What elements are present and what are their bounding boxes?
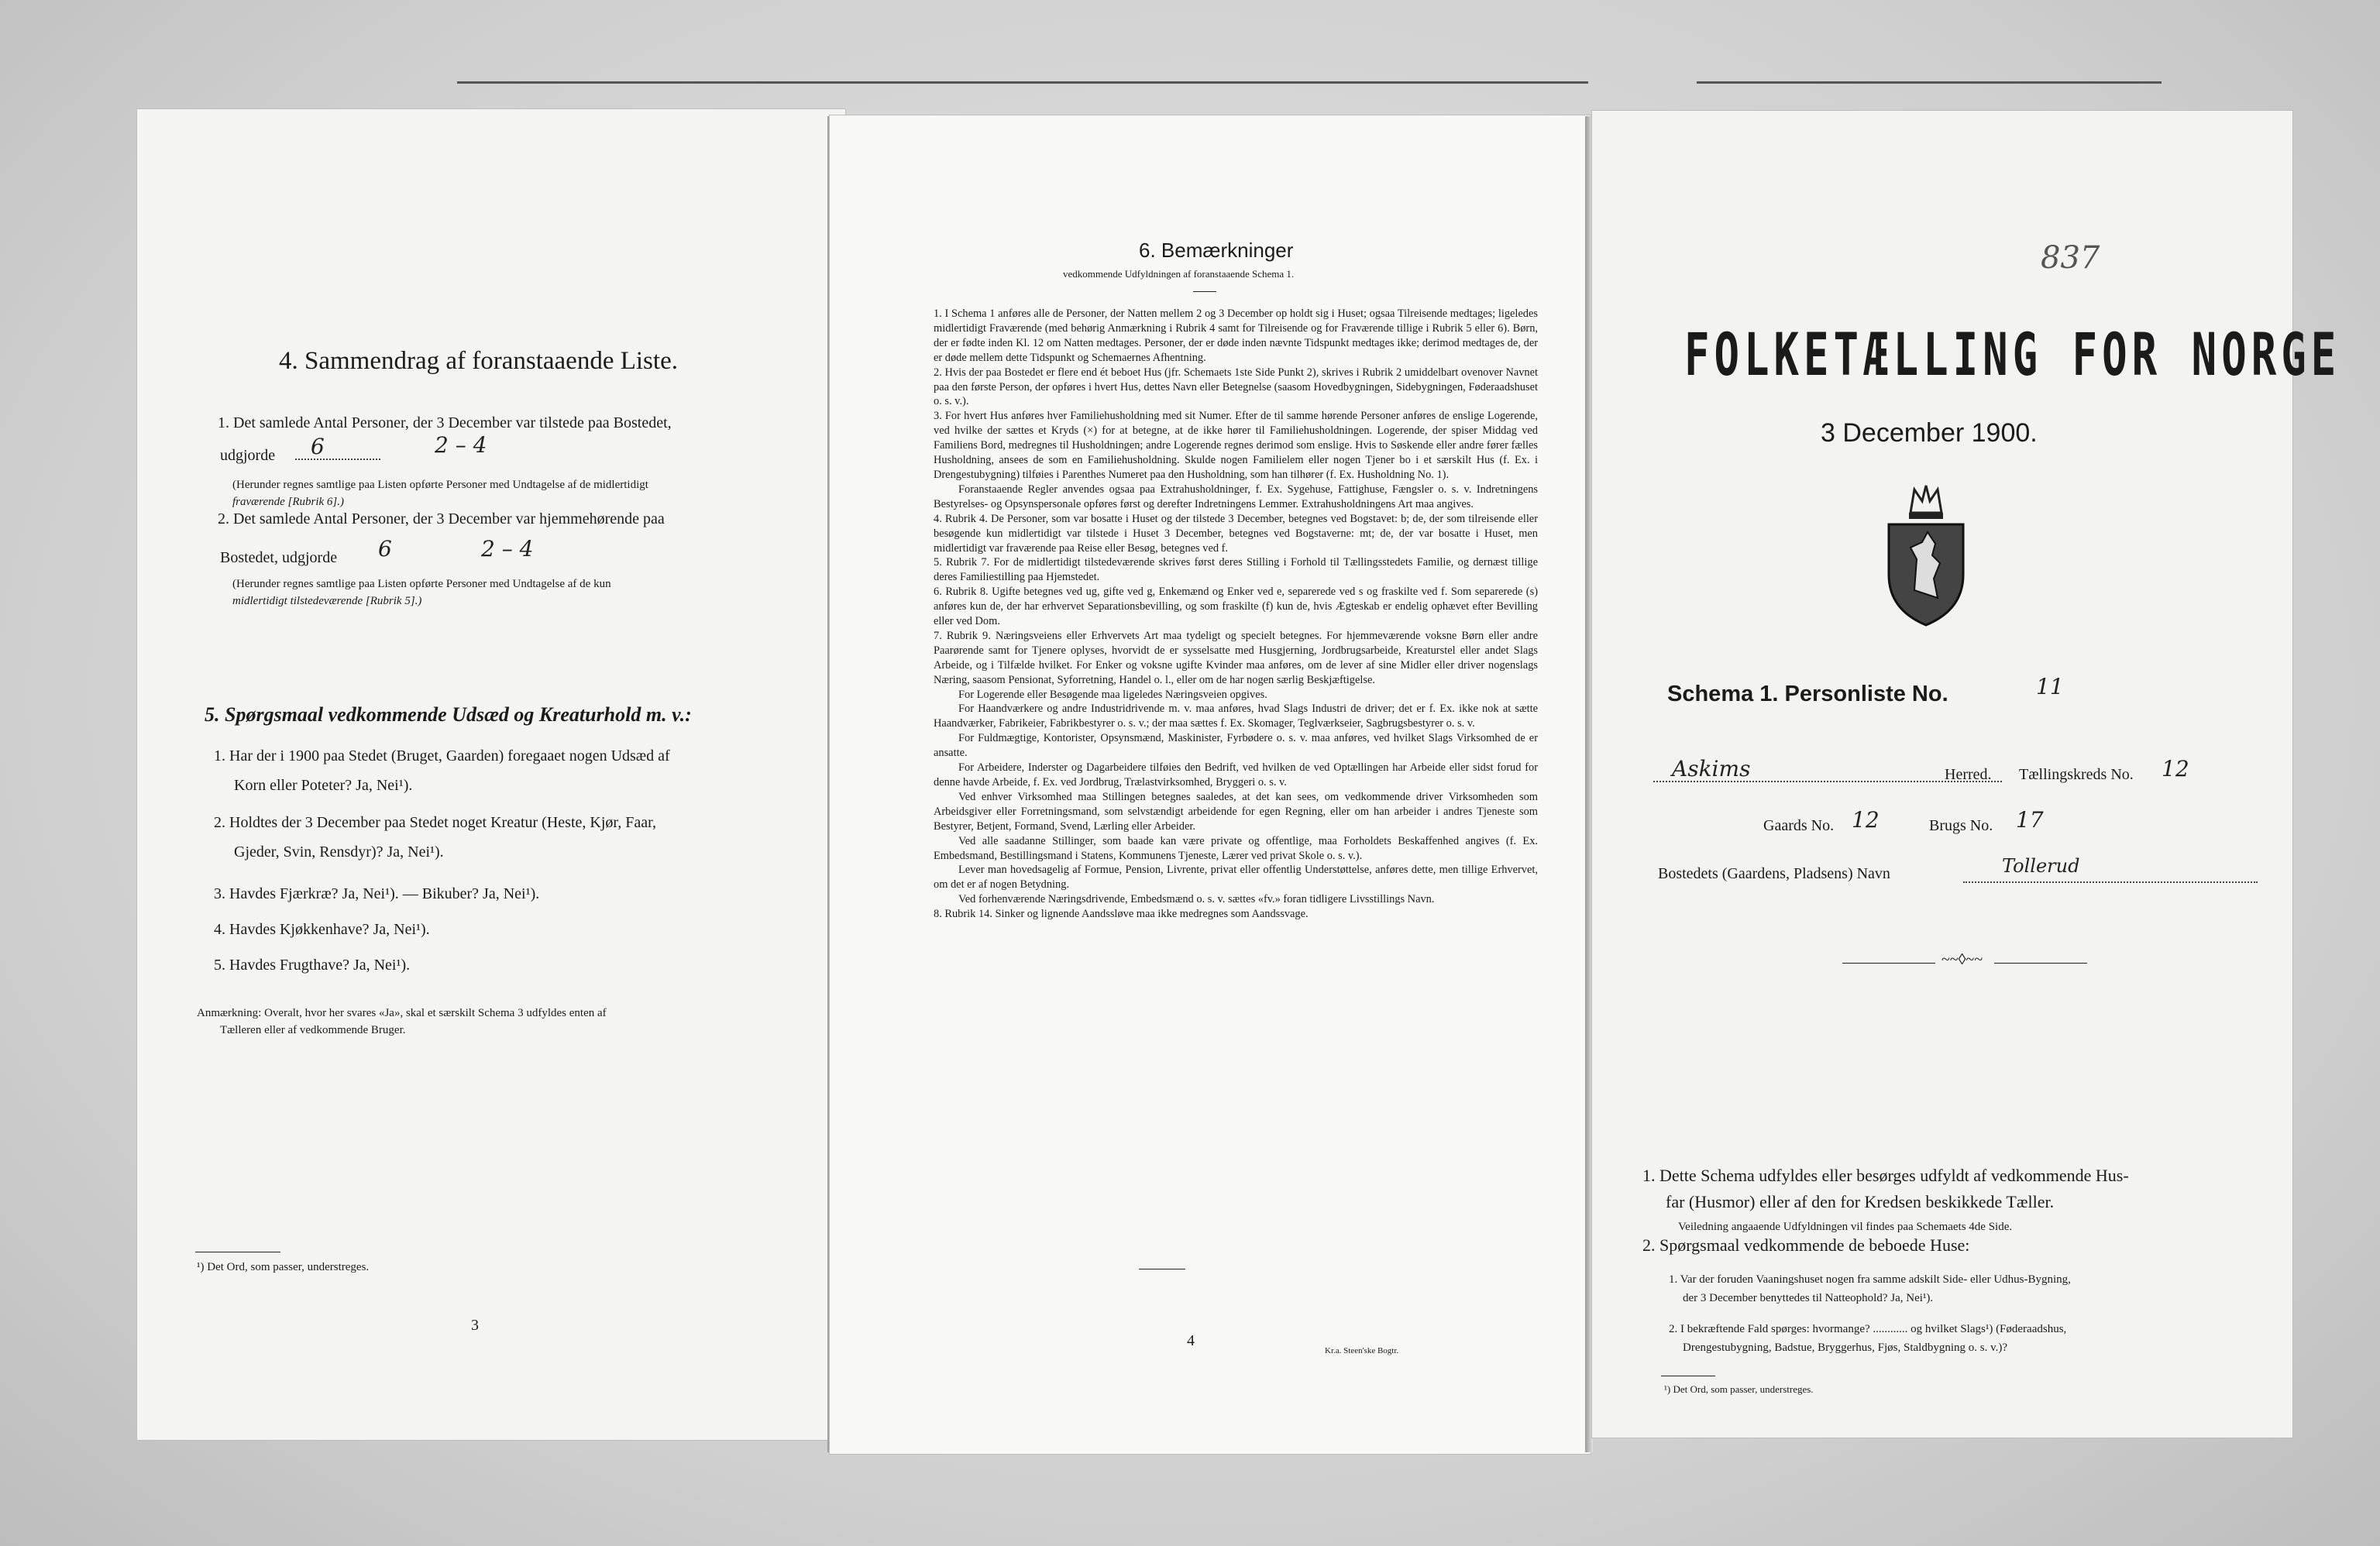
q2-note1: (Herunder regnes samtlige paa Listen opførte Personer med Undtagelse af de kun [232,578,611,590]
form-date: 3 December 1900. [1821,418,2038,448]
para-3: 3. For hvert Hus anføres hver Familiehusholdning med sit Numer. Efter de til samme hørende Personer anføres de enslige Logerende, ved hvilke der sættes et Kryds (×) for at betegne, at de ikke hører til Familiehusholdningen. Logerende, der spiser Middag ved Familiens Bord, medregnes til Husholdningen; andre Logerende regnes derimod som enslige. Hvis to Søskende eller andre fører fælles Husholdning, ansees de som en Familiehusholdning. Skulde nogen Familielem eller nogen Tjener bo i et særskilt Hus (f. Ex. i Drengestubygning) tilføies i Parenthes Numeret paa den Husholdning, som han tilhører (f. Ex. Husholdning No. 1). [934,410,1538,481]
gaards-label: Gaards No. [1763,817,1835,834]
s5-note1: Anmærkning: Overalt, hvor her svares «Ja», skal et særskilt Schema 3 udfyldes enten af [197,1007,607,1019]
herred-hw: Askims [1672,756,1751,782]
ornament-rule-right [1994,963,2087,964]
para-7f: Ved enhver Virksomhed maa Stillingen betegnes saaledes, at det kan sees, om vedkommende driver Virksomheden som Arbeidsgiver eller Forretningsmand, som selvstændigt arbeidende for egen Regning, eller om han arbeider i andres Tjeneste som Bestyrer, Betjent, Formand, Svend, Lærling eller Arbeider. [934,790,1538,833]
house-q1-l1: 1. Var der foruden Vaaningshuset nogen fra samme adskilt Side- eller Udhus-Bygning, [1669,1273,2071,1286]
s5-item5: 5. Havdes Frugthave? Ja, Nei¹). [214,957,411,974]
page-number: 3 [471,1317,479,1334]
house-q2-l2: Drengestubygning, Badstue, Bryggerhus, Fjøs, Staldbygning o. s. v.)? [1683,1342,2007,1354]
ornament-rule-left [1842,963,1935,964]
instr1-sub: Veiledning angaaende Udfyldningen vil findes paa Schemaets 4de Side. [1678,1221,2013,1233]
bosted-label: Bostedets (Gaardens, Pladsens) Navn [1658,865,1890,882]
para-7c: For Haandværkere og andre Industridrivende m. v. maa anføres, hvad Slags Industri de driver; det er f. Ex. ikke nok at sætte Haandværker, Fabrikeier, Fabrikbestyrer o. s. v.; der maa sættes f. Ex. Skomager, Teglværkseier, Sagbrugsbestyrer o. s. v. [934,703,1538,730]
q1-dots-a [295,459,380,460]
para-7g: Ved alle saadanne Stillinger, som baade kan være private og offentlige, maa Forholdets Beskaffenhed angives (f. Ex. Embedsmand, Bestillingsmand i Statens, Kommunens Tjeneste, Lærer ved privat Skole o. s. v.). [934,834,1538,862]
s5-item3: 3. Havdes Fjærkræ? Ja, Nei¹). — Bikuber? Ja, Nei¹). [214,885,540,902]
instr1-l2: far (Husmor) eller af den for Kredsen beskikkede Tæller. [1666,1192,2055,1211]
para-4: 4. Rubrik 4. De Personer, som var bosatte i Huset og der tilstede 3 December, betegnes ved Bogstavet: b; de, der som tilreisende eller besøgende kun midlertidigt var tilstede i Huset 3 December, betegnes ved Bogstaverne: mt; de, der var bosatte i Huset, men midlertidigt var fraværende paa Reise eller Besøg, betegnes ved f. [934,512,1538,555]
schema-label: Schema 1. Personliste No. [1667,682,1948,706]
para-2: 2. Hvis der paa Bostedet er flere end ét beboet Hus (jfr. Schemaets 1ste Side Punkt 2), skrives i Rubrik 2 umiddelbart ovenover Navnet paa den første Person, der opføres i hvert Hus, dettes Navn eller Betegnelse (saasom Hovedbygningen, Sidebygningen, Føderaadshuset o. s. v.). [934,366,1538,408]
q2-line2: Bostedet, udgjorde [220,549,338,566]
q1-line2: udgjorde [220,447,276,464]
footnote: ¹) Det Ord, som passer, understreges. [197,1261,370,1273]
para-5: 5. Rubrik 7. For de midlertidigt tilstedeværende skrives først deres Stilling i Forhold til Tællingsstedets Familie, og dernæst tillige deres Familiestilling paa Hjemstedet. [934,556,1538,584]
top-rule-left [457,81,1588,84]
q1-note2: fraværende [Rubrik 6].) [232,496,345,508]
kreds-hw: 12 [2162,756,2189,782]
q2-handwritten-b: 2 – 4 [481,536,534,562]
house-q1-l2: der 3 December benyttedes til Natteophold? Ja, Nei¹). [1683,1292,1934,1304]
bemaerkninger-body [934,307,1538,922]
q1-note1: (Herunder regnes samtlige paa Listen opførte Personer med Undtagelse af de midlertidigt [232,479,648,491]
para-7h: Lever man hovedsagelig af Formue, Pension, Livrente, privat eller offentlig Understøttelse, anføres dette, men tillige Erhvervet, om det er af nogen Betydning. [934,864,1538,892]
bosted-hw: Tollerud [2002,855,2080,877]
top-rule-right [1697,81,2162,84]
handwritten-number: 837 [2041,240,2100,276]
q2-line1: 2. Det samlede Antal Personer, der 3 December var hjemmehørende paa [218,510,665,527]
para-7: 7. Rubrik 9. Næringsveiens eller Erhvervets Art maa tydeligt og specielt betegnes. For hjemmeværende voksne Børn eller andre Paarørende samt for Tjenere oplyses, hvorvidt de er sysselsatte med Husgjerning, Jordbrugsarbeide, Kreaturstel eller andet Slags Arbeide, og i Tilfælde hvilket. For Enker og voksne ugifte Kvinder maa anføres, om de lever af sine Midler eller driver nogenslags Næring, saasom Pensionat, Syforretning, Handel o. l., eller om de har nogen særlig Beskjæftigelse. [934,629,1538,686]
s5-note2: Tælleren eller af vedkommende Bruger. [220,1024,406,1036]
bosted-dots [1963,881,2258,883]
kreds-label: Tællingskreds No. [2019,766,2134,783]
bemaerkninger-title: 6. Bemærkninger [1139,239,1294,262]
para-7e: For Arbeidere, Inderster og Dagarbeidere tilføies den Bedrift, ved hvilken de ved Optællingen har Arbeide eller sidst forud for denne havde Arbeide, f. Ex. ved Jordbrug, Trælastvirksomhed, Bryggeri o. s. v. [934,761,1538,788]
para-3b: Foranstaaende Regler anvendes ogsaa paa Extrahusholdninger, f. Ex. Sygehuse, Fattighuse, Fængsler o. s. v. Indretningens Bestyrelses- og Opsynspersonale opføres først og derefter Indretningens Lemmer. Extrahusholdningens Art maa angives. [934,483,1538,510]
instr1-l1: 1. Dette Schema udfyldes eller besørges udfyldt af vedkommende Hus- [1642,1166,2129,1185]
section4-title: 4. Sammendrag af foranstaaende Liste. [279,347,678,375]
q1-handwritten-a: 6 [311,434,325,459]
s5-item1-l1: 1. Har der i 1900 paa Stedet (Bruget, Gaarden) foregaaet nogen Udsæd af [214,747,670,764]
title-rule [1193,291,1216,292]
para-1: 1. I Schema 1 anføres alle de Personer, der Natten mellem 2 og 3 December op holdt sig i Huset; ogsaa Tilreisende medtages; ligeledes midlertidigt Fraværende (med behørig Anmærkning i Rubrik 4 samt for Tilreisende og for Fraværende tillige i Rubrik 5 eller 6). Børn, der er fødte inden Kl. 12 om Natten medtages. Personer, der er døde inden nævnte Tidspunkt medtages ikke; derimod medtages de, der er døde mellem dette Tidspunkt og Schemaernes Afhentning. [934,307,1538,364]
section5-title: 5. Spørgsmaal vedkommende Udsæd og Kreaturhold m. v.: [205,703,692,726]
q2-note2: midlertidigt tilstedeværende [Rubrik 5].) [232,595,422,607]
para-8: 8. Rubrik 14. Sinker og lignende Aandssløve maa ikke medregnes som Aandssvage. [934,908,1309,921]
s5-item1-l2: Korn eller Poteter? Ja, Nei¹). [234,777,413,794]
bemaerkninger-subtitle: vedkommende Udfyldningen af foranstaaende Schema 1. [1063,268,1295,280]
q1-line1: 1. Det samlede Antal Personer, der 3 December var tilstede paa Bostedet, [218,414,672,431]
s5-item1 [214,745,818,796]
schema-hw: 11 [2036,674,2064,699]
s5-item4: 4. Havdes Kjøkkenhave? Ja, Nei¹). [214,921,430,938]
q1-handwritten-b: 2 – 4 [435,432,487,458]
para-7d: For Fuldmægtige, Kontorister, Opsynsmænd, Maskinister, Fyrbødere o. s. v. maa anføres, ved hvilket Slags Virksomhed de er ansatte. [934,732,1538,760]
form-title: FOLKETÆLLING FOR NORGE [1684,321,2341,390]
house-q2-l1: 2. I bekræftende Fald spørges: hvormange? ............ og hvilket Slags¹) (Føderaadshus, [1669,1323,2067,1335]
brugs-label: Brugs No. [1929,817,1993,834]
instr2: 2. Spørgsmaal vedkommende de beboede Huse: [1642,1235,1970,1255]
s5-item2 [214,812,818,863]
para-7b: For Logerende eller Besøgende maa ligeledes Næringsveien opgives. [958,688,1267,701]
para-6: 6. Rubrik 8. Ugifte betegnes ved ug, gifte ved g, Enkemænd og Enker ved e, separerede ved s og fraskilte ved f. Som separerede (s) anføres kun de, der har erhvervet Separationsbevilling, og som fraskilte (f) kun de, hvis Ægteskab er endelig ophævet efter Bevilling eller ved Dom. [934,586,1538,628]
footnote: ¹) Det Ord, som passer, understreges. [1664,1383,1814,1395]
herred-label: Herred. [1945,766,1992,783]
right-page [1591,110,2341,1438]
s5-item2-l2: Gjeder, Svin, Rensdyr)? Ja, Nei¹). [234,843,444,861]
s5-item2-l1: 2. Holdtes der 3 December paa Stedet noget Kreatur (Heste, Kjør, Faar, [214,814,656,831]
page-number: 4 [1187,1332,1195,1349]
q2-handwritten-a: 6 [378,536,392,562]
brugs-hw: 17 [2016,807,2044,833]
gaards-hw: 12 [1852,807,1880,833]
printer-imprint: Kr.a. Steen'ske Bogtr. [1325,1346,1399,1355]
left-page [136,108,846,1441]
coat-of-arms-icon [1880,482,1972,629]
para-7i: Ved forhenværende Næringsdrivende, Embedsmænd o. s. v. sættes «fv.» foran tidligere Livsstillings Navn. [958,893,1435,906]
ornament-icon: ~~◊~~ [1941,951,1983,968]
middle-page [829,115,1591,1455]
